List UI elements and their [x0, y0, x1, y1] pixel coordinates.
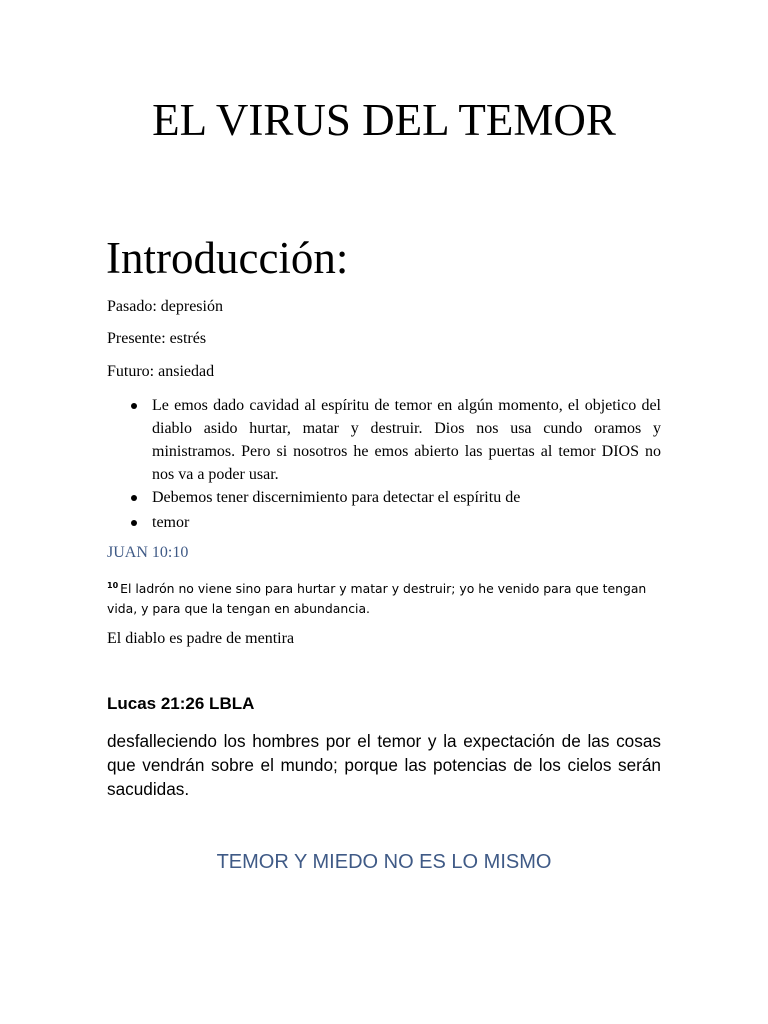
list-item-text: temor	[152, 514, 190, 531]
bullet-icon	[131, 495, 137, 501]
section-heading: TEMOR Y MIEDO NO ES LO MISMO	[216, 851, 552, 873]
list-item-text: Debemos tener discernimiento para detectar el espíritu de	[152, 489, 521, 506]
lucas-verse-text: desfalleciendo los hombres por el temor y la expectación de las cosas que vendrán sobre el mundo; porque las potencias de los cielos serán sacudidas.	[107, 731, 661, 799]
intro-heading: Introducción:	[106, 233, 349, 283]
timeline-future: Futuro: ansiedad	[107, 363, 215, 380]
bullet-list	[107, 394, 661, 534]
lucas-reference: Lucas 21:26 LBLA	[107, 694, 255, 713]
verse-number: 10	[107, 581, 119, 590]
timeline-past: Pasado: depresión	[107, 298, 223, 315]
list-item	[107, 394, 661, 486]
bullet-icon	[131, 403, 137, 409]
statement-text: El diablo es padre de mentira	[107, 630, 295, 647]
bullet-icon	[131, 520, 137, 526]
list-item-text: Le emos dado cavidad al espíritu de temor en algún momento, el objetico del diablo asido hurtar, matar y destruir. Dios nos usa cundo oramos y ministramos. Pero si nosotros he emos abierto las puertas al temor DIOS no nos va a poder usar.	[152, 397, 661, 483]
verse-reference: JUAN 10:10	[107, 544, 189, 561]
verse-body: El ladrón no viene sino para hurtar y matar y destruir; yo he venido para que tengan vida, y para que la tengan en abundancia.	[107, 581, 647, 616]
timeline-present: Presente: estrés	[107, 330, 207, 347]
verse-text	[107, 576, 663, 619]
document-title: EL VIRUS DEL TEMOR	[152, 95, 616, 145]
list-item	[107, 486, 661, 509]
list-item	[107, 511, 661, 534]
